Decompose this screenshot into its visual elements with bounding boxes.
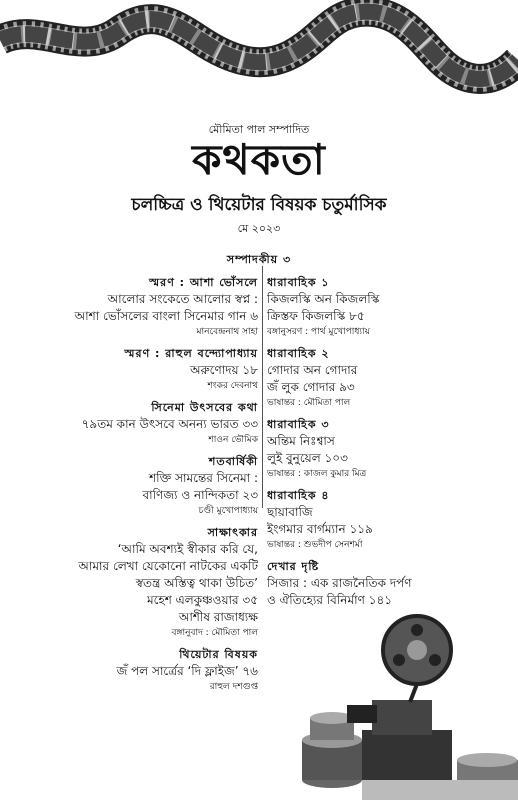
section-heading: শতবার্ষিকী bbox=[208, 455, 258, 468]
article-title: অরুণোদয় ১৮ bbox=[190, 363, 258, 377]
article-title: স্বতন্ত্র অস্তিত্ব থাকা উচিত’ bbox=[135, 576, 258, 590]
editor-credit: মৌমিতা পাল সম্পাদিত bbox=[208, 123, 310, 136]
article-title: ‘আমি অবশ্যই স্বীকার করি যে, bbox=[117, 542, 258, 556]
article-title: সিজার : এক রাজনৈতিক দর্পণ bbox=[267, 576, 412, 590]
article-author: মানবেন্দ্রনাথ সাহা bbox=[196, 327, 258, 337]
article-author: শংকর দেবনাথ bbox=[207, 381, 258, 391]
film-strip-illustration bbox=[0, 0, 518, 100]
article-author: ভাষান্তর : শুভদীপ সেনশর্মা bbox=[267, 540, 363, 550]
article-title: আমার লেখা যেকোনো নাটকের একটি bbox=[78, 559, 258, 573]
article-title: জঁ পল সার্ত্রের ‘দি ফ্লাইজ’ ৭৬ bbox=[116, 664, 258, 678]
section-heading: দেখার দৃষ্টি bbox=[267, 560, 320, 573]
article-title: জঁ লুক গোদার ৯৩ bbox=[267, 380, 355, 394]
article-title: ৭৯তম কান উৎসবে অনন্য ভারত ৩৩ bbox=[81, 417, 258, 431]
article-title: ছায়াবাজি bbox=[267, 505, 313, 519]
article-title: আশা ভোঁসলের বাংলা সিনেমার গান ৬ bbox=[74, 309, 258, 323]
article-title: শক্তি সামন্তের সিনেমা : bbox=[149, 471, 258, 485]
article-title: ও ঐতিহ্যের বিনির্মাণ ১৪১ bbox=[267, 593, 393, 607]
article-title: অন্তিম নিঃশ্বাস bbox=[267, 434, 335, 448]
toc-section bbox=[267, 275, 497, 339]
toc-section bbox=[267, 417, 497, 481]
toc-section bbox=[267, 346, 497, 410]
contents-left-column bbox=[40, 268, 258, 694]
section-heading: ধারাবাহিক ৩ bbox=[267, 418, 330, 431]
article-title: বাণিজ্য ও নান্দিকতা ২৩ bbox=[142, 488, 258, 502]
toc-section bbox=[267, 488, 497, 552]
section-heading: সিনেমা উৎসবের কথা bbox=[151, 401, 258, 414]
column-divider bbox=[262, 266, 263, 508]
section-heading: ধারাবাহিক ৪ bbox=[267, 489, 330, 502]
section-heading: স্মরণ : আশা ভোঁসলে bbox=[149, 276, 258, 289]
section-heading: স্মরণ : রাহুল বন্দ্যোপাধ্যায় bbox=[124, 347, 258, 360]
toc-section bbox=[267, 559, 497, 609]
toc-section bbox=[40, 647, 258, 694]
article-title: আলোর সংকেতে আলোর স্বপ্ন : bbox=[107, 292, 258, 306]
toc-section bbox=[40, 275, 258, 339]
article-author: বঙ্গানুসরণ : পার্থ মুখোপাধ্যায় bbox=[267, 327, 370, 337]
article-title: গোদার অন গোদার bbox=[267, 363, 358, 377]
article-author: বঙ্গানুবাদ : মৌমিতা পাল bbox=[171, 628, 258, 638]
article-author: শাওন ভৌমিক bbox=[208, 435, 258, 445]
article-title: আশীষ রাজাধ্যক্ষ bbox=[178, 610, 258, 624]
article-author: চণ্ডী মুখোপাধ্যায় bbox=[198, 506, 258, 516]
magazine-subtitle: চলচ্চিত্র ও থিয়েটার বিষয়ক চতুর্মাসিক bbox=[131, 195, 387, 215]
article-title: ইংগমার বার্গম্যান ১১৯ bbox=[267, 522, 373, 536]
article-title: ক্রিস্তফ কিজলস্কি ৮৫ bbox=[267, 309, 365, 323]
article-title: লুই বুনুয়েল ১০৩ bbox=[267, 451, 348, 465]
article-title: মহেশ এলকুঞ্চওয়ার ৩৫ bbox=[146, 593, 258, 607]
toc-section bbox=[40, 454, 258, 518]
section-heading: সাক্ষাৎকার bbox=[207, 526, 258, 539]
contents-right-column bbox=[267, 268, 497, 609]
magazine-title: কথকতা bbox=[192, 135, 326, 184]
section-heading: ধারাবাহিক ১ bbox=[267, 276, 330, 289]
article-author: ভাষান্তর : মৌমিতা পাল bbox=[267, 398, 351, 408]
article-author: ভাষান্তর : কাজল কুমার মিত্র bbox=[267, 469, 367, 479]
issue-date: মে ২০২৩ bbox=[237, 222, 281, 235]
toc-section bbox=[40, 525, 258, 640]
article-title: কিজলস্কি অন কিজলস্কি bbox=[267, 292, 380, 306]
editorial-entry: সম্পাদকীয় ৩ bbox=[226, 253, 292, 266]
toc-section bbox=[40, 400, 258, 447]
film-projector-illustration bbox=[292, 610, 518, 800]
section-heading: থিয়েটার বিষয়ক bbox=[179, 648, 258, 661]
toc-section bbox=[40, 346, 258, 393]
section-heading: ধারাবাহিক ২ bbox=[267, 347, 330, 360]
article-author: রাহুল দশগুপ্ত bbox=[209, 682, 258, 692]
